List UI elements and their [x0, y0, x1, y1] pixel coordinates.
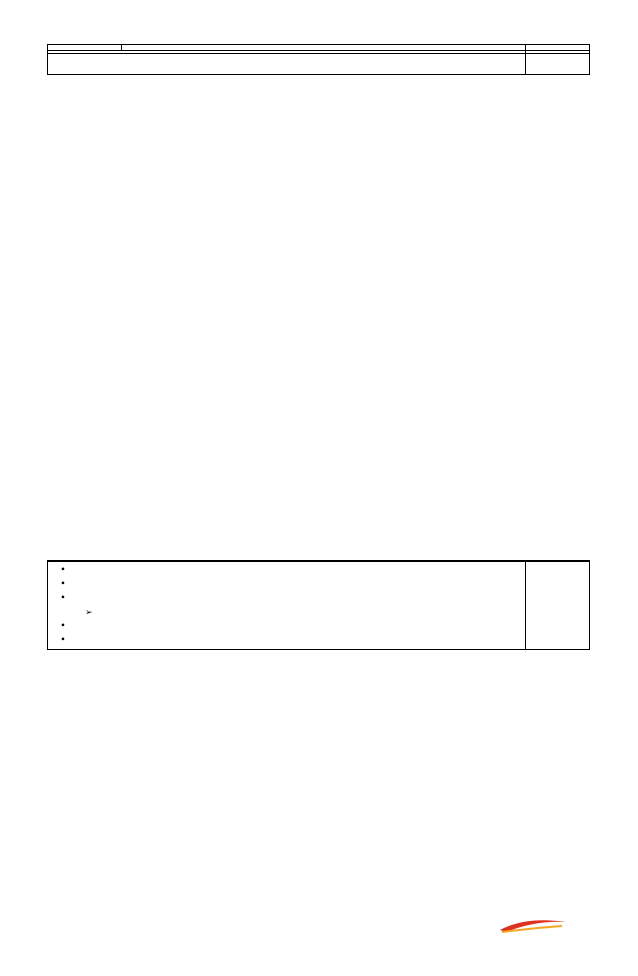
motivasi-item-text — [85, 577, 522, 591]
pendahuluan-time — [526, 562, 590, 650]
motivasi-item-text — [85, 591, 522, 605]
motivasi-item — [51, 619, 522, 633]
penutup-cell — [48, 54, 526, 75]
bullet-icon: • — [61, 564, 65, 576]
motivasi-item-text — [85, 619, 522, 633]
motivasi-item — [51, 591, 522, 605]
table-kegiatan-inti — [47, 44, 590, 75]
motivasi-arrow-text — [105, 605, 522, 619]
pendahuluan-cell — [48, 562, 526, 650]
bullet-icon: • — [61, 578, 65, 590]
motivasi-item — [51, 633, 522, 647]
bullet-icon: • — [61, 592, 65, 604]
motivasi-arrow-item — [51, 605, 522, 619]
apersepsi-item-text — [85, 563, 522, 577]
bullet-icon: • — [61, 620, 65, 632]
motivasi-item — [51, 577, 522, 591]
arrowhead-icon: ➢ — [85, 607, 93, 617]
motivasi-item-text — [85, 633, 522, 647]
bullet-icon: • — [61, 634, 65, 646]
table-pertemuan-2 — [47, 560, 590, 650]
watermark — [40, 237, 535, 610]
penutup-time — [526, 54, 590, 75]
apersepsi-item — [51, 563, 522, 577]
diva-pendidikan-logo — [496, 914, 568, 936]
